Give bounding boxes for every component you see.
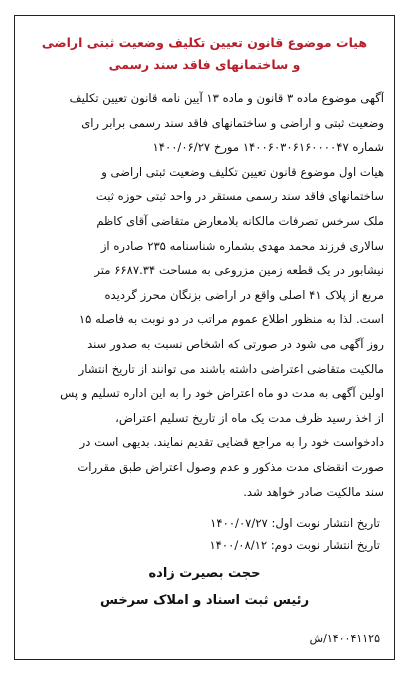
body-line: هیات اول موضوع قانون تعیین تکلیف وضعیت ثبتی اراضی و xyxy=(101,164,384,179)
body-line: است. لذا به منظور اطلاع عموم مراتب در دو نوبت به فاصله ۱۵ xyxy=(78,312,384,327)
notice-code: ۱۴۰۰۴۱۱۲۵/ش xyxy=(309,632,380,645)
body-line: اولین آگهی به مدت دو ماه اعتراض خود را به این اداره تسلیم و پس xyxy=(60,386,384,401)
body-line: نیشابور در یک قطعه زمین مزروعی به مساحت ۶۶۸۷.۳۴ متر xyxy=(94,263,384,278)
notice-frame xyxy=(14,15,395,660)
body-line: مالکیت متقاضی اعتراضی داشته باشند می توانند از تاریخ انتشار xyxy=(78,361,384,376)
body-line: دادخواست خود را به مراجع قضایی تقدیم نمایند. بدیهی است در xyxy=(79,435,384,450)
body-line: ساختمانهای فاقد سند رسمی مستقر در واحد ثبتی حوزه ثبت xyxy=(95,189,384,204)
body-line: مربع از پلاک ۴۱ اصلی واقع در اراضی بزنگان محرز گردیده xyxy=(104,287,384,302)
first-publication-date: تاریخ انتشار نوبت اول: ۱۴۰۰/۰۷/۲۷ xyxy=(210,516,380,531)
second-publication-date: تاریخ انتشار نوبت دوم: ۱۴۰۰/۰۸/۱۲ xyxy=(209,538,380,553)
body-line: شماره ۱۴۰۰۶۰۳۰۶۱۶۰۰۰۰۴۷ مورخ ۱۴۰۰/۰۶/۲۷ xyxy=(152,140,384,155)
body-line: آگهی موضوع ماده ۳ قانون و ماده ۱۳ آیین نامه قانون تعیین تکلیف xyxy=(69,91,384,105)
signer-title: رئیس ثبت اسناد و املاک سرخس xyxy=(99,593,310,609)
body-line: از اخذ رسید ظرف مدت یک ماه از تاریخ تسلیم اعتراض، xyxy=(115,410,384,425)
signer-name: حجت بصیرت زاده xyxy=(148,566,261,582)
notice-content xyxy=(21,22,388,653)
body-line: سند مالکیت صادر خواهد شد. xyxy=(243,484,384,499)
body-line: ملک سرخس تصرفات مالکانه بلامعارض متقاضی آقای کاظم xyxy=(96,213,384,228)
title-line-2: و ساختمانهای فاقد سند رسمی xyxy=(108,57,301,72)
body-line: صورت انقضای مدت مذکور و عدم وصول اعتراض طبق مقررات xyxy=(77,459,384,474)
body-line: وضعیت ثبتی و اراضی و ساختمانهای فاقد سند رسمی برابر رای xyxy=(81,115,384,130)
body-line: روز آگهی می شود در صورتی که اشخاص نسبت به صدور سند xyxy=(87,336,384,351)
title-line-1: هیات موضوع قانون تعیین تکلیف وضعیت ثبتی اراضی xyxy=(41,35,368,50)
publication-dates xyxy=(21,512,380,556)
notice-body xyxy=(25,86,384,504)
body-line: سالاری فرزند محمد مهدی بشماره شناسنامه ۲۳۵ صادره از xyxy=(100,238,384,253)
notice-title xyxy=(21,32,388,76)
